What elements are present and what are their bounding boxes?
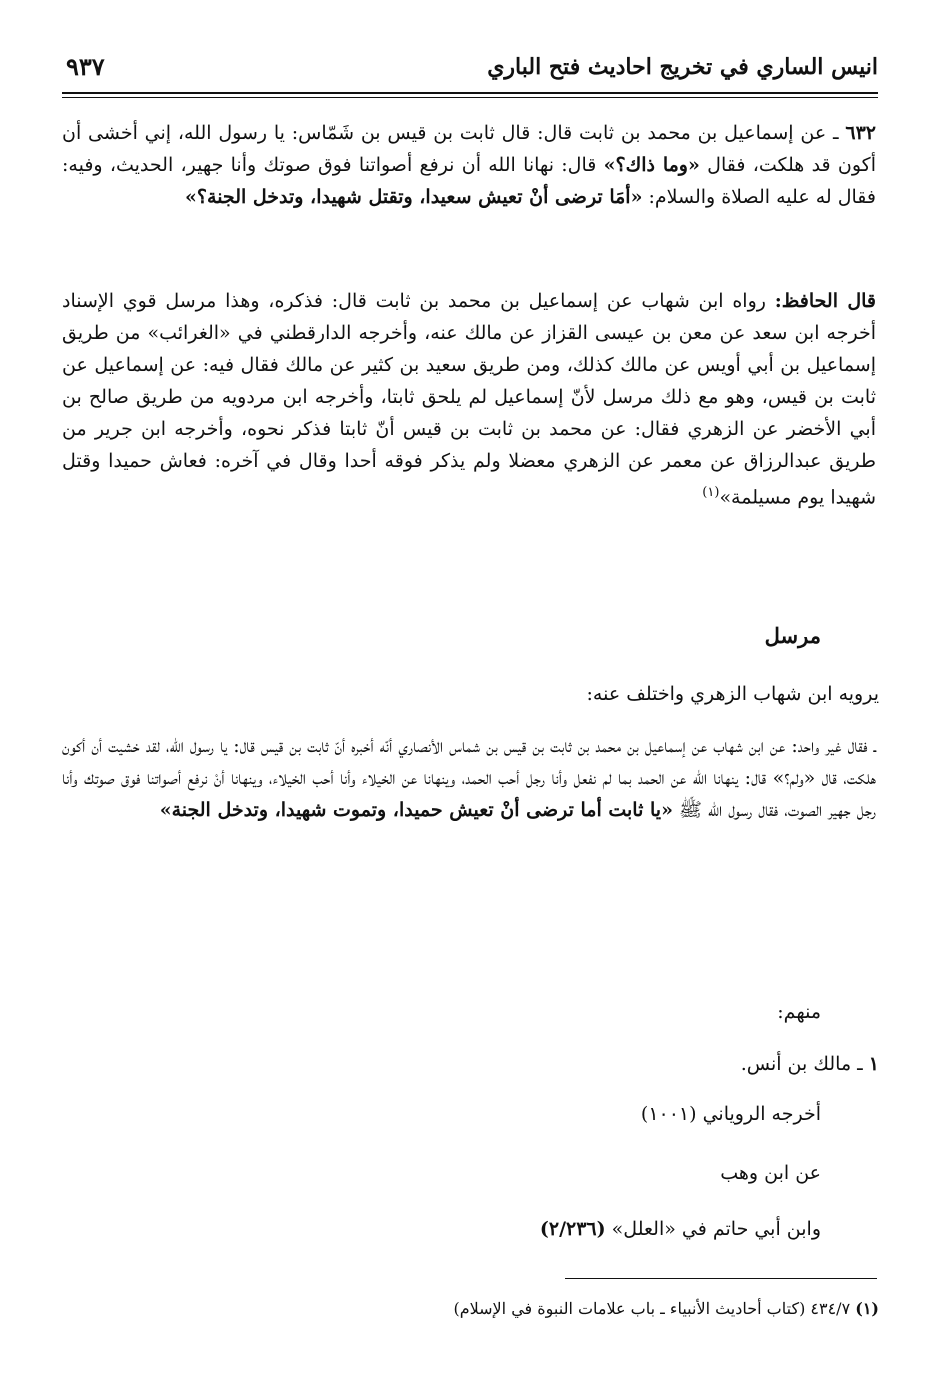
section-heading-mursal: مرسل	[764, 623, 821, 648]
footnote-text: ٤٣٤/٧ (كتاب أحاديث الأنبياء ـ باب علامات النبوة في الإسلام)	[453, 1299, 851, 1318]
hadith-number: ٦٣٢	[845, 122, 876, 144]
narrator-list-item	[65, 1048, 879, 1080]
source-2-text: عن ابن وهب	[720, 1162, 821, 1184]
source-rawyani	[121, 1098, 821, 1130]
chain-quote: «يا ثابت أما ترضى أنْ تعيش حميدا، وتموت شهيدا، وتدخل الجنة»	[159, 799, 673, 821]
commentary-label: قال الحافظ:	[774, 290, 876, 312]
intro-text: يرويه ابن شهاب الزهري واختلف عنه:	[586, 683, 879, 705]
footnote-number: (١)	[855, 1299, 879, 1318]
page-header	[62, 50, 878, 94]
header-rule	[62, 92, 878, 94]
source-ibn-abi-hatim	[121, 1213, 821, 1245]
footnote-marker: (١)	[702, 485, 720, 500]
source-1-text: أخرجه الروياني (١٠٠١)	[640, 1103, 821, 1125]
page-number: ٩٣٧	[66, 52, 105, 81]
hadith-632	[62, 117, 876, 213]
chain-text: ـ فقال غير واحد: عن ابن شهاب عن إسماعيل بن محمد بن ثابت بن قيس بن شماس الأنصاري أنّه أخبره أنّ ثابت بن قيس قال: يا رسول الله، لقد خشيت أن أكون هلكت، قال «ولم؟» قال: ينهانا الله عن الحمد بما لم نفعل وأنا رجل أحب الحمد، وينهانا عن الخيلاء وأنا أحب الخيلاء، وينهانا أنْ نرفع أصواتنا فوق صوتك وأنا رجل جهير الصوت، فقال رسول الله ﷺ	[62, 735, 876, 821]
commentary-text: رواه ابن شهاب عن إسماعيل بن محمد بن ثابت قال: فذكره، وهذا مرسل قوي الإسناد أخرجه ابن سعد عن معن بن عيسى القزاز عن مالك عنه، وأخرجه الدارقطني في «الغرائب» من طريق إسماعيل بن أبي أويس عن مالك كذلك، ومن طريق سعيد بن كثير عن مالك فقال فيه: عن إسماعيل عن ثابت بن قيس، وهو مع ذلك مرسل لأنّ إسماعيل لم يلحق ثابتا، وأخرجه ابن مردويه من طريق صالح بن أبي الأخضر عن الزهري فقال: عن محمد بن ثابت بن قيس أنّ ثابتا فذكر نحوه، وأخرجه ابن جرير من طريق عبدالرزاق عن معمر عن الزهري معضلا ولم يذكر فوقه أحدا وقال في آخره: فعاش حميدا وقتل شهيدا يوم مسيلمة»	[62, 290, 876, 509]
narration-chain	[62, 730, 876, 826]
running-title: انيس الساري في تخريج احاديث فتح الباري	[487, 54, 878, 80]
list-item-number: ١	[868, 1053, 879, 1075]
source-ibn-wahb	[121, 1157, 821, 1189]
minhum-text: منهم:	[777, 1001, 821, 1023]
section-intro	[65, 678, 879, 710]
hafiz-commentary	[62, 285, 876, 513]
footnote-rule	[565, 1278, 877, 1279]
hadith-text-before: ـ عن إسماعيل بن محمد بن ثابت قال: قال ثابت بن قيس بن شَمّاس: يا رسول الله، إني أخشى أن أكون قد هلكت، فقال	[62, 122, 876, 176]
minhum-label	[221, 996, 821, 1028]
hadith-text-mid: قال: نهانا الله أن نرفع أصواتنا فوق صوتك وأنا جهير، الحديث، وفيه: فقال له عليه الصلاة والسلام:	[62, 154, 876, 208]
footnote	[65, 1296, 879, 1322]
header-rule-thin	[62, 97, 878, 98]
hadith-quote-2: «أمَا ترضى أنْ تعيش سعيدا، وتقتل شهيدا، وتدخل الجنة؟»	[185, 186, 643, 208]
source-3-ref: (٢/٢٣٦)	[539, 1218, 606, 1240]
list-item-text: ـ مالك بن أنس.	[740, 1053, 863, 1075]
hadith-quote-1: «وما ذاك؟»	[603, 154, 700, 176]
source-3-text: وابن أبي حاتم في «العلل»	[605, 1218, 821, 1240]
